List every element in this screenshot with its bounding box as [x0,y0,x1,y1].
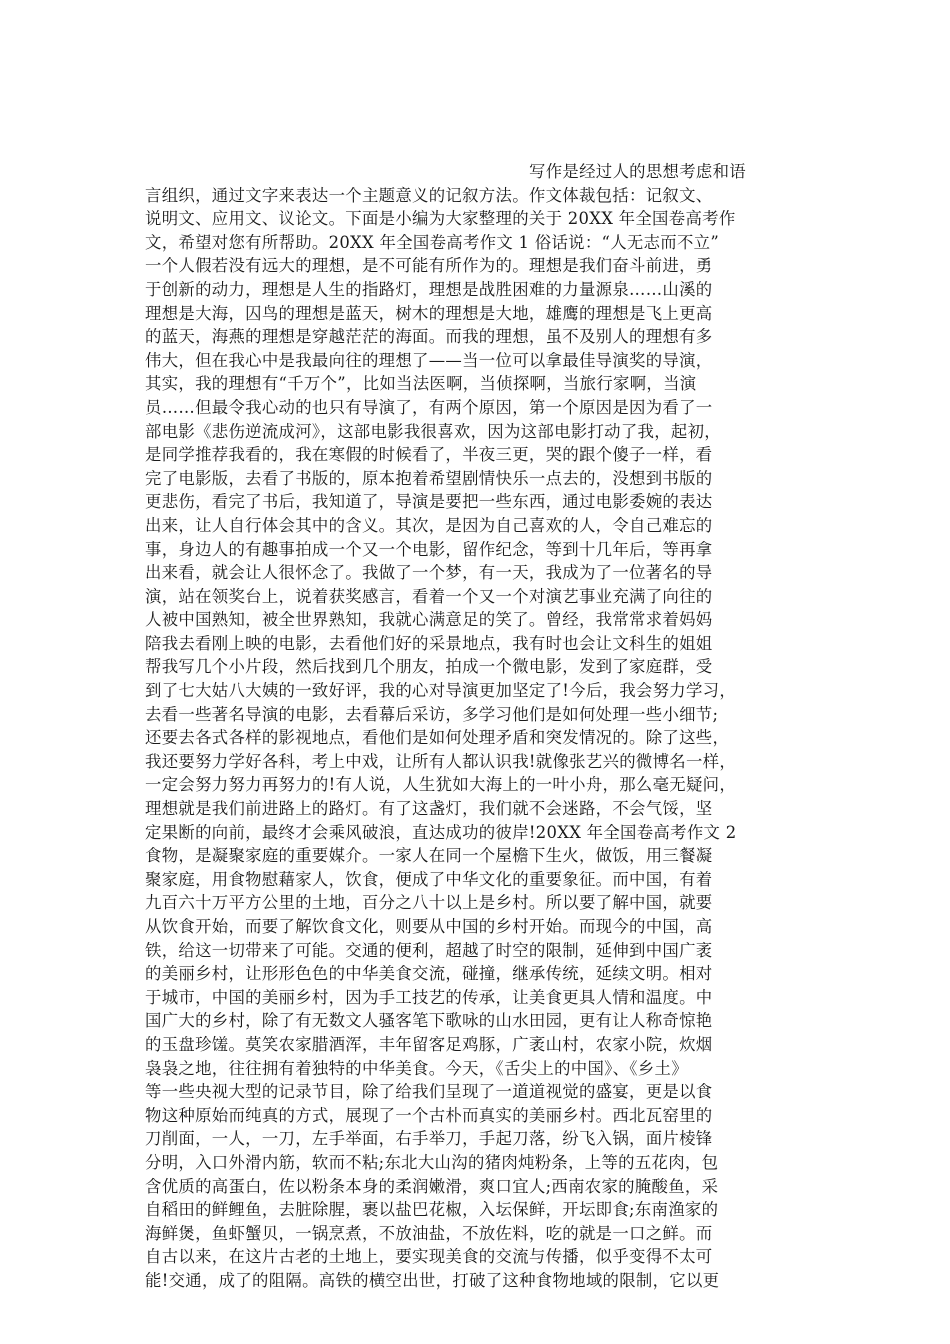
essay-text [145,160,805,1293]
text-line: 是同学推荐我看的，我在寒假的时候看了，半夜三更，哭的跟个傻子一样，看 [145,445,713,465]
text-line: 等一些央视大型的记录节目，除了给我们呈现了一道道视觉的盛宴，更是以食 [145,1082,713,1102]
text-line: 九百六十万平方公里的土地，百分之八十以上是乡村。所以要了解中国，就要 [145,893,713,913]
text-line: 海鲜煲，鱼虾蟹贝，一锅烹煮，不放油盐，不放佐料，吃的就是一口之鲜。而 [145,1223,713,1243]
text-line: 于创新的动力，理想是人生的指路灯，理想是战胜困难的力量源泉……山溪的 [145,279,713,299]
text-line: 于城市，中国的美丽乡村，因为手工技艺的传承，让美食更具人情和温度。中 [145,987,713,1007]
text-line: 分明，入口外滑内筋，软而不粘;东北大山沟的猪肉炖粉条，上等的五花肉，包 [145,1152,719,1172]
text-line: 一个人假若没有远大的理想，是不可能有所作为的。理想是我们奋斗前进，勇 [145,256,713,276]
text-line: 完了电影版，去看了书版的，原本抱着希望剧情快乐一点去的，没想到书版的 [145,468,713,488]
text-line: 说明文、应用文、议论文。下面是小编为大家整理的关于 20XX 年全国卷高考作 [145,209,736,229]
text-line: 理想是大海，囚鸟的理想是蓝天，树木的理想是大地，雄鹰的理想是飞上更高 [145,303,713,323]
text-line: 国广大的乡村，除了有无数文人骚客笔下歌咏的山水田园，更有让人称奇惊艳 [145,1011,713,1031]
text-line: 自稻田的鲜鲤鱼，去脏除腥，裹以盐巴花椒，入坛保鲜，开坛即食;东南渔家的 [145,1200,719,1220]
text-line: 帮我写几个小片段，然后找到几个朋友，拍成一个微电影，发到了家庭群，受 [145,657,713,677]
text-line: 铁，给这一切带来了可能。交通的便利，超越了时空的限制，延伸到中国广袤 [145,940,713,960]
text-line: 从饮食开始，而要了解饮食文化，则要从中国的乡村开始。而现今的中国，高 [145,917,713,936]
text-line: 刀削面，一人，一刀，左手举面，右手举刀，手起刀落，纷飞入锅，面片棱锋 [145,1129,713,1149]
text-line: 的玉盘珍馐。莫笑农家腊酒浑，丰年留客足鸡豚，广袤山村，农家小院，炊烟 [145,1034,713,1054]
text-line: 聚家庭，用食物慰藉家人，饮食，便成了中华文化的重要象征。而中国，有着 [145,869,713,889]
text-line: 陪我去看刚上映的电影，去看他们好的采景地点，我有时也会让文科生的姐姐 [145,633,713,653]
text-line: 更悲伤，看完了书后，我知道了，导演是要把一些东西，通过电影委婉的表达 [145,492,713,512]
text-line: 伟大，但在我心中是我最向往的理想了——当一位可以拿最佳导演奖的导演， [145,350,713,370]
text-line: 还要去各式各样的影视地点，看他们是如何处理矛盾和突发情况的。除了这些， [145,728,730,748]
text-line: 出来看，就会让人很怀念了。我做了一个梦，有一天，我成为了一位著名的导 [145,563,713,583]
text-line: 去看一些著名导演的电影，去看幕后采访，多学习他们是如何处理一些小细节; [145,704,719,724]
text-line: 部电影《悲伤逆流成河》，这部电影我很喜欢，因为这部电影打动了我，起初， [145,421,721,441]
text-line: 到了七大姑八大姨的一致好评，我的心对导演更加坚定了!今后，我会努力学习， [145,681,737,701]
text-line: 言组织，通过文字来表达一个主题意义的记叙方法。作文体裁包括：记叙文、 [145,185,713,205]
text-line: 能!交通，成了的阻隔。高铁的横空出世，打破了这种食物地域的限制，它以更 [145,1270,720,1290]
text-line: 我还要努力学好各科，考上中戏，让所有人都认识我!就像张艺兴的微博名一样， [145,751,737,771]
text-line: 自古以来，在这片古老的土地上，要实现美食的交流与传播，似乎变得不太可 [145,1247,713,1267]
text-line: 的美丽乡村，让形形色色的中华美食交流，碰撞，继承传统，延续文明。相对 [145,964,713,984]
text-line: 事，身边人的有趣事拍成一个又一个电影，留作纪念，等到十几年后，等再拿 [145,539,713,559]
text-line: 食物，是凝聚家庭的重要媒介。一家人在同一个屋檐下生火，做饭，用三餐凝 [145,846,713,866]
text-line: 的蓝天，海燕的理想是穿越茫茫的海面。而我的理想，虽不及别人的理想有多 [145,327,713,347]
text-line: 文，希望对您有所帮助。20XX 年全国卷高考作文 1 俗话说：“人无志而不立” [145,232,720,252]
text-line: 其实，我的理想有“千万个”，比如当法医啊，当侦探啊，当旅行家啊，当演 [145,374,697,394]
text-line: 人被中国熟知，被全世界熟知，我就心满意足的笑了。曾经，我常常求着妈妈 [145,610,713,630]
text-line: 演，站在领奖台上，说着获奖感言，看着一个又一个对演艺事业充满了向往的 [145,586,713,606]
text-line: 员……但最令我心动的也只有导演了，有两个原因，第一个原因是因为看了一 [145,397,713,417]
text-line: 理想就是我们前进路上的路灯。有了这盏灯，我们就不会迷路，不会气馁，坚 [145,799,713,819]
text-line: 袅袅之地，往往拥有着独特的中华美食。今天，《舌尖上的中国》、《乡土》 [145,1058,688,1078]
text-line: 含优质的高蛋白，佐以粉条本身的柔润嫩滑，爽口宜人;西南农家的腌酸鱼，采 [145,1176,719,1196]
text-line: 物这种原始而纯真的方式，展现了一个古朴而真实的美丽乡村。西北瓦窑里的 [145,1105,713,1125]
text-line: 出来，让人自行体会其中的含义。其次，是因为自己喜欢的人，令自己难忘的 [145,515,713,535]
text-line: 写作是经过人的思想考虑和语 [529,162,746,181]
text-line: 一定会努力努力再努力的!有人说，人生犹如大海上的一叶小舟，那么毫无疑问， [145,775,737,795]
text-line: 定果断的向前，最终才会乘风破浪，直达成功的彼岸!20XX 年全国卷高考作文 2 [145,822,737,842]
